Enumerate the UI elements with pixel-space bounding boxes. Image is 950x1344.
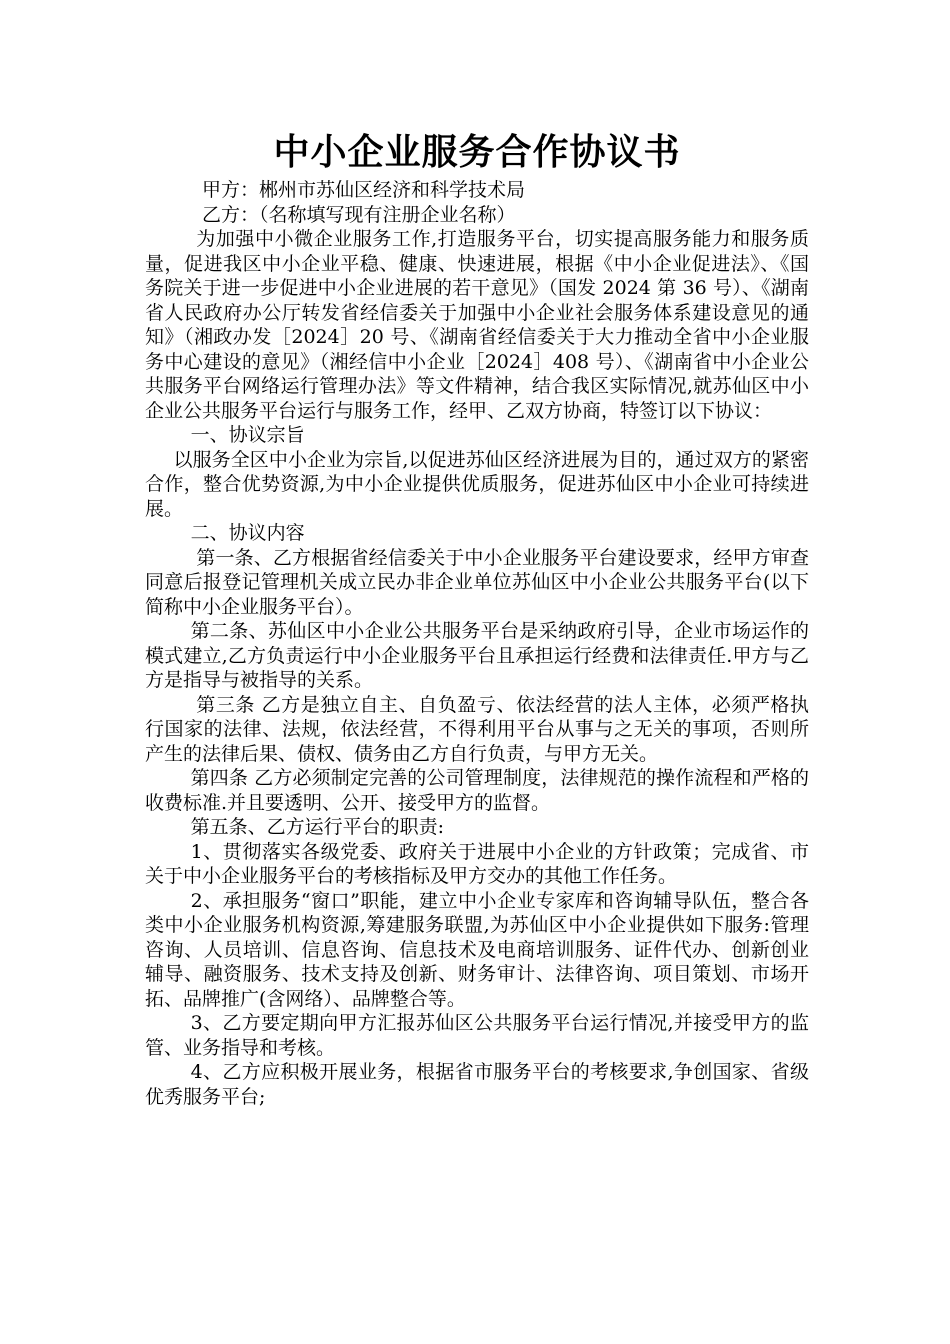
section-heading-content: 二、协议内容 <box>190 522 305 544</box>
party-b: 乙方：（名称填写现有注册企业名称） <box>202 203 516 226</box>
duty-3: 3、乙方要定期向甲方汇报苏仙区公共服务平台运行情况,并接受甲方的监管、业务指导和考核。 <box>145 1012 809 1059</box>
duty-2: 2、承担服务“窗口”职能，建立中小企业专家库和咨询辅导队伍，整合各类中小企业服务机构资源,筹建服务联盟,为苏仙区中小企业提供如下服务:管理咨询、人员培训、信息咨询、信息技术及电商培训服务、证件代办、创新创业辅导、融资服务、技术支持及创新、财务审计、法律咨询、项目策划、市场开拓、品牌推广(含网络）、品牌整合等。 <box>145 889 809 1010</box>
document-page <box>145 128 809 1109</box>
purpose-paragraph: 以服务全区中小企业为宗旨,以促进苏仙区经济进展为目的，通过双方的紧密合作，整合优势资源,为中小企业提供优质服务，促进苏仙区中小企业可持续进展。 <box>145 448 809 520</box>
section-heading-purpose: 一、协议宗旨 <box>190 424 305 446</box>
duty-4: 4、乙方应积极开展业务，根据省市服务平台的考核要求,争创国家、省级优秀服务平台; <box>145 1061 809 1108</box>
duty-1: 1、贯彻落实各级党委、政府关于进展中小企业的方针政策；完成省、市关于中小企业服务平台的考核指标及甲方交办的其他工作任务。 <box>145 840 809 887</box>
article-4: 第四条 乙方必须制定完善的公司管理制度，法律规范的操作流程和严格的收费标准.并且要透明、公开、接受甲方的监督。 <box>145 767 809 814</box>
article-2: 第二条、苏仙区中小企业公共服务平台是采纳政府引导，企业市场运作的模式建立,乙方负责运行中小企业服务平台且承担运行经费和法律责任.甲方与乙方是指导与被指导的关系。 <box>145 620 809 691</box>
document-title: 中小企业服务合作协议书 <box>273 131 681 173</box>
party-a: 甲方：郴州市苏仙区经济和科学技术局 <box>202 179 526 201</box>
article-3: 第三条 乙方是独立自主、自负盈亏、依法经营的法人主体，必须严格执行国家的法律、法规，依法经营，不得利用平台从事与之无关的事项，否则所产生的法律后果、债权、债务由乙方自行负责，与甲方无关。 <box>145 693 809 765</box>
article-1: 第一条、乙方根据省经信委关于中小企业服务平台建设要求，经甲方审查同意后报登记管理机关成立民办非企业单位苏仙区中小企业公共服务平台(以下简称中小企业服务平台）。 <box>145 546 809 618</box>
article-5: 第五条、乙方运行平台的职责: <box>190 816 444 838</box>
preamble-paragraph: 为加强中小微企业服务工作,打造服务平台，切实提高服务能力和服务质量，促进我区中小企业平稳、健康、快速进展，根据《中小企业促进法》、《国务院关于进一步促进中小企业进展的若干意见》（国发 2024 第 36 号）、《湖南省人民政府办公厅转发省经信委关于加强中小企业社会服务体系建设意见的通知》（湘政办发［2024］20 号、《湖南省经信委关于大力推动全省中小企业服务中心建设的意见》（湘经信中小企业［2024］408 号）、《湖南省中小企业公共服务平台网络运行管理办法》等文件精神，结合我区实际情况,就苏仙区中小企业公共服务平台运行与服务工作，经甲、乙双方协商，特签订以下协议： <box>145 228 809 422</box>
